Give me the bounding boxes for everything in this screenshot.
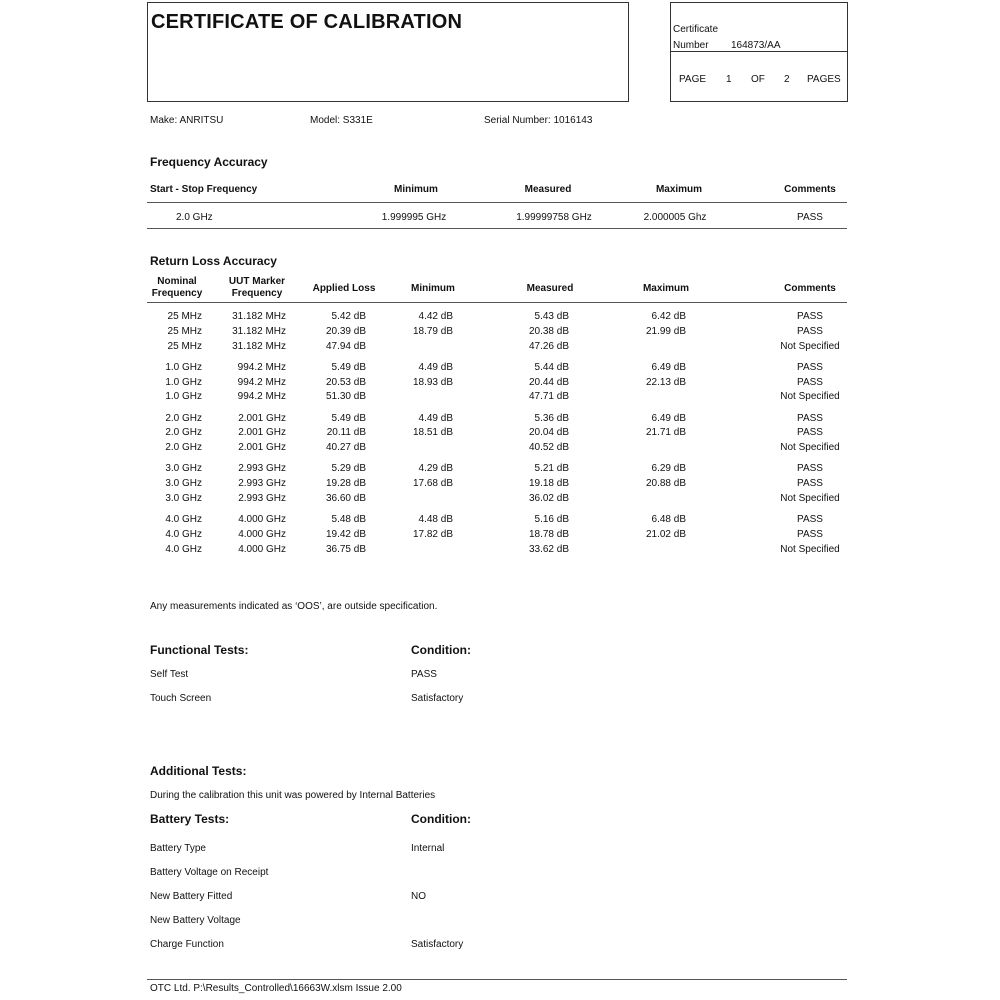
rl-maximum: 6.49 dB (651, 412, 686, 424)
rl-maximum: 6.42 dB (651, 311, 686, 322)
functional-row-2-label: Touch Screen (150, 693, 212, 704)
rl-col-uut-line1: UUT Marker (228, 276, 286, 287)
rl-nominal: 1.0 GHz (165, 361, 202, 373)
rl-col-nominal (142, 276, 212, 300)
rl-measured: 36.02 dB (528, 493, 569, 504)
fa-col-start-stop: Start - Stop Frequency (150, 184, 258, 195)
rl-measured: 5.21 dB (534, 463, 569, 475)
rl-applied-loss: 19.28 dB (325, 478, 366, 490)
rl-col-uut (219, 276, 295, 300)
return-loss-title: Return Loss Accuracy (150, 254, 277, 268)
frequency-accuracy-title: Frequency Accuracy (150, 155, 268, 169)
rl-measured: 20.44 dB (528, 376, 569, 388)
rl-maximum: 6.49 dB (651, 361, 686, 373)
rl-uut-marker: 2.001 GHz (238, 427, 286, 439)
make-label: Make: ANRITSU (150, 115, 224, 126)
rl-measured: 18.78 dB (528, 529, 569, 540)
fa-bottom-rule (147, 228, 847, 229)
functional-tests-title: Functional Tests: (150, 643, 249, 657)
rl-measured: 47.71 dB (528, 391, 569, 403)
page-number: 1 (726, 74, 732, 85)
rl-uut-marker: 2.993 GHz (238, 463, 286, 475)
footer-text: OTC Ltd. P:\Results_Controlled\16663W.xlsm Issue 2.00 (150, 983, 402, 994)
rl-minimum: 18.51 dB (412, 427, 453, 439)
fa-header-rule (147, 202, 847, 203)
fa-minimum: 1.999995 GHz (381, 212, 447, 223)
fa-col-comments: Comments (784, 184, 836, 195)
rl-measured: 5.36 dB (534, 412, 569, 424)
rl-nominal: 2.0 GHz (165, 427, 202, 439)
rl-measured: 5.43 dB (534, 311, 569, 322)
battery-row-5-label: Charge Function (150, 939, 224, 950)
rl-measured: 47.26 dB (528, 340, 569, 352)
additional-tests-note: During the calibration this unit was powered by Internal Batteries (150, 790, 436, 801)
rl-nominal: 3.0 GHz (165, 478, 202, 490)
fa-maximum: 2.000005 Ghz (643, 212, 707, 223)
footer-rule (147, 979, 847, 980)
model-label: Model: S331E (310, 115, 373, 126)
rl-maximum: 22.13 dB (645, 376, 686, 388)
rl-comments: PASS (797, 376, 823, 388)
rl-uut-marker: 994.2 MHz (237, 361, 286, 373)
rl-nominal: 1.0 GHz (165, 376, 202, 388)
rl-comments: Not Specified (780, 391, 840, 403)
fa-col-minimum: Minimum (394, 184, 438, 195)
rl-applied-loss: 5.49 dB (331, 361, 366, 373)
rl-uut-marker: 31.182 MHz (232, 340, 286, 352)
certificate-box (670, 2, 848, 102)
certificate-label: Certificate (673, 24, 719, 35)
rl-minimum: 4.49 dB (418, 361, 453, 373)
rl-applied-loss: 20.39 dB (325, 325, 366, 337)
rl-applied-loss: 5.49 dB (331, 412, 366, 424)
rl-maximum: 6.29 dB (651, 463, 686, 475)
rl-uut-marker: 4.000 GHz (238, 543, 286, 555)
rl-nominal: 4.0 GHz (165, 514, 202, 526)
certificate-title: CERTIFICATE OF CALIBRATION (151, 11, 463, 33)
rl-applied-loss: 5.42 dB (331, 311, 366, 322)
rl-col-nominal-line1: Nominal (157, 276, 197, 287)
page-total: 2 (784, 74, 790, 85)
rl-applied-loss: 20.53 dB (325, 376, 366, 388)
rl-comments: Not Specified (780, 340, 840, 352)
rl-measured: 33.62 dB (528, 543, 569, 555)
of-word: OF (751, 74, 765, 85)
rl-comments: PASS (797, 325, 823, 337)
rl-nominal: 1.0 GHz (165, 391, 202, 403)
rl-applied-loss: 36.75 dB (325, 543, 366, 555)
rl-nominal: 4.0 GHz (165, 543, 202, 555)
oos-note: Any measurements indicated as ‘OOS’, are outside specification. (150, 601, 438, 612)
rl-uut-marker: 2.993 GHz (238, 493, 286, 504)
rl-applied-loss: 47.94 dB (325, 340, 366, 352)
rl-col-measured: Measured (526, 283, 574, 294)
rl-nominal: 2.0 GHz (165, 412, 202, 424)
rl-uut-marker: 31.182 MHz (232, 311, 286, 322)
rl-uut-marker: 994.2 MHz (237, 391, 286, 403)
functional-condition-title: Condition: (411, 643, 471, 657)
fa-comments: PASS (797, 212, 823, 223)
rl-measured: 19.18 dB (528, 478, 569, 490)
rl-maximum: 21.99 dB (645, 325, 686, 337)
fa-col-maximum: Maximum (655, 184, 703, 195)
rl-nominal: 25 MHz (167, 311, 202, 322)
rl-comments: PASS (797, 311, 823, 322)
functional-row-1-label: Self Test (150, 669, 189, 680)
fa-measured: 1.99999758 GHz (516, 212, 592, 223)
rl-measured: 20.04 dB (528, 427, 569, 439)
rl-uut-marker: 4.000 GHz (238, 514, 286, 526)
rl-minimum: 4.48 dB (418, 514, 453, 526)
fa-col-measured: Measured (524, 184, 572, 195)
rl-comments: PASS (797, 529, 823, 540)
serial-label: Serial Number: 1016143 (484, 115, 593, 126)
additional-tests-title: Additional Tests: (150, 764, 247, 778)
battery-row-3-label: New Battery Fitted (150, 891, 233, 902)
rl-comments: PASS (797, 427, 823, 439)
rl-comments: PASS (797, 463, 823, 475)
rl-uut-marker: 994.2 MHz (237, 376, 286, 388)
rl-comments: Not Specified (780, 442, 840, 454)
battery-condition-title: Condition: (411, 812, 471, 826)
rl-applied-loss: 40.27 dB (325, 442, 366, 454)
rl-minimum: 18.79 dB (412, 325, 453, 337)
fa-start-stop: 2.0 GHz (176, 212, 213, 223)
rl-minimum: 17.82 dB (412, 529, 453, 540)
battery-row-4-label: New Battery Voltage (150, 915, 241, 926)
certificate-box-divider (670, 51, 848, 52)
battery-row-3-value: NO (411, 891, 426, 902)
pages-word: PAGES (807, 74, 841, 85)
rl-minimum: 4.49 dB (418, 412, 453, 424)
rl-nominal: 4.0 GHz (165, 529, 202, 540)
battery-tests-title: Battery Tests: (150, 812, 230, 826)
rl-minimum: 4.29 dB (418, 463, 453, 475)
battery-row-1-label: Battery Type (150, 843, 206, 854)
rl-applied-loss: 5.29 dB (331, 463, 366, 475)
functional-row-1-value: PASS (411, 669, 437, 680)
rl-measured: 5.44 dB (534, 361, 569, 373)
rl-col-uut-line2: Frequency (231, 288, 283, 299)
rl-uut-marker: 31.182 MHz (232, 325, 286, 337)
page-word: PAGE (679, 74, 707, 85)
rl-minimum: 17.68 dB (412, 478, 453, 490)
rl-uut-marker: 2.001 GHz (238, 442, 286, 454)
rl-col-comments: Comments (784, 283, 836, 294)
battery-row-1-value: Internal (411, 843, 445, 854)
rl-nominal: 25 MHz (167, 325, 202, 337)
rl-comments: PASS (797, 412, 823, 424)
functional-row-2-value: Satisfactory (411, 693, 464, 704)
rl-nominal: 3.0 GHz (165, 493, 202, 504)
rl-comments: Not Specified (780, 543, 840, 555)
certificate-number: 164873/AA (731, 40, 781, 51)
rl-comments: PASS (797, 361, 823, 373)
rl-uut-marker: 2.993 GHz (238, 478, 286, 490)
rl-maximum: 21.71 dB (645, 427, 686, 439)
rl-applied-loss: 20.11 dB (326, 427, 366, 439)
rl-nominal: 3.0 GHz (165, 463, 202, 475)
rl-measured: 20.38 dB (528, 325, 569, 337)
rl-measured: 40.52 dB (528, 442, 569, 454)
rl-maximum: 21.02 dB (645, 529, 686, 540)
rl-col-minimum: Minimum (411, 283, 455, 294)
number-label: Number (673, 40, 709, 51)
rl-applied-loss: 36.60 dB (325, 493, 366, 504)
battery-row-2-label: Battery Voltage on Receipt (150, 867, 269, 878)
rl-maximum: 6.48 dB (651, 514, 686, 526)
rl-uut-marker: 2.001 GHz (238, 412, 286, 424)
rl-minimum: 4.42 dB (418, 311, 453, 322)
battery-row-5-value: Satisfactory (411, 939, 464, 950)
rl-nominal: 25 MHz (167, 340, 202, 352)
rl-comments: PASS (797, 478, 823, 490)
rl-nominal: 2.0 GHz (165, 442, 202, 454)
rl-header-rule (147, 302, 847, 303)
rl-applied-loss: 19.42 dB (325, 529, 366, 540)
rl-applied-loss: 5.48 dB (331, 514, 366, 526)
rl-col-applied: Applied Loss (312, 283, 376, 294)
rl-col-maximum: Maximum (642, 283, 690, 294)
rl-col-nominal-line2: Frequency (151, 288, 203, 299)
rl-measured: 5.16 dB (534, 514, 569, 526)
rl-applied-loss: 51.30 dB (325, 391, 366, 403)
rl-uut-marker: 4.000 GHz (238, 529, 286, 540)
rl-minimum: 18.93 dB (412, 376, 453, 388)
rl-maximum: 20.88 dB (645, 478, 686, 490)
rl-comments: PASS (797, 514, 823, 526)
rl-comments: Not Specified (780, 493, 840, 504)
